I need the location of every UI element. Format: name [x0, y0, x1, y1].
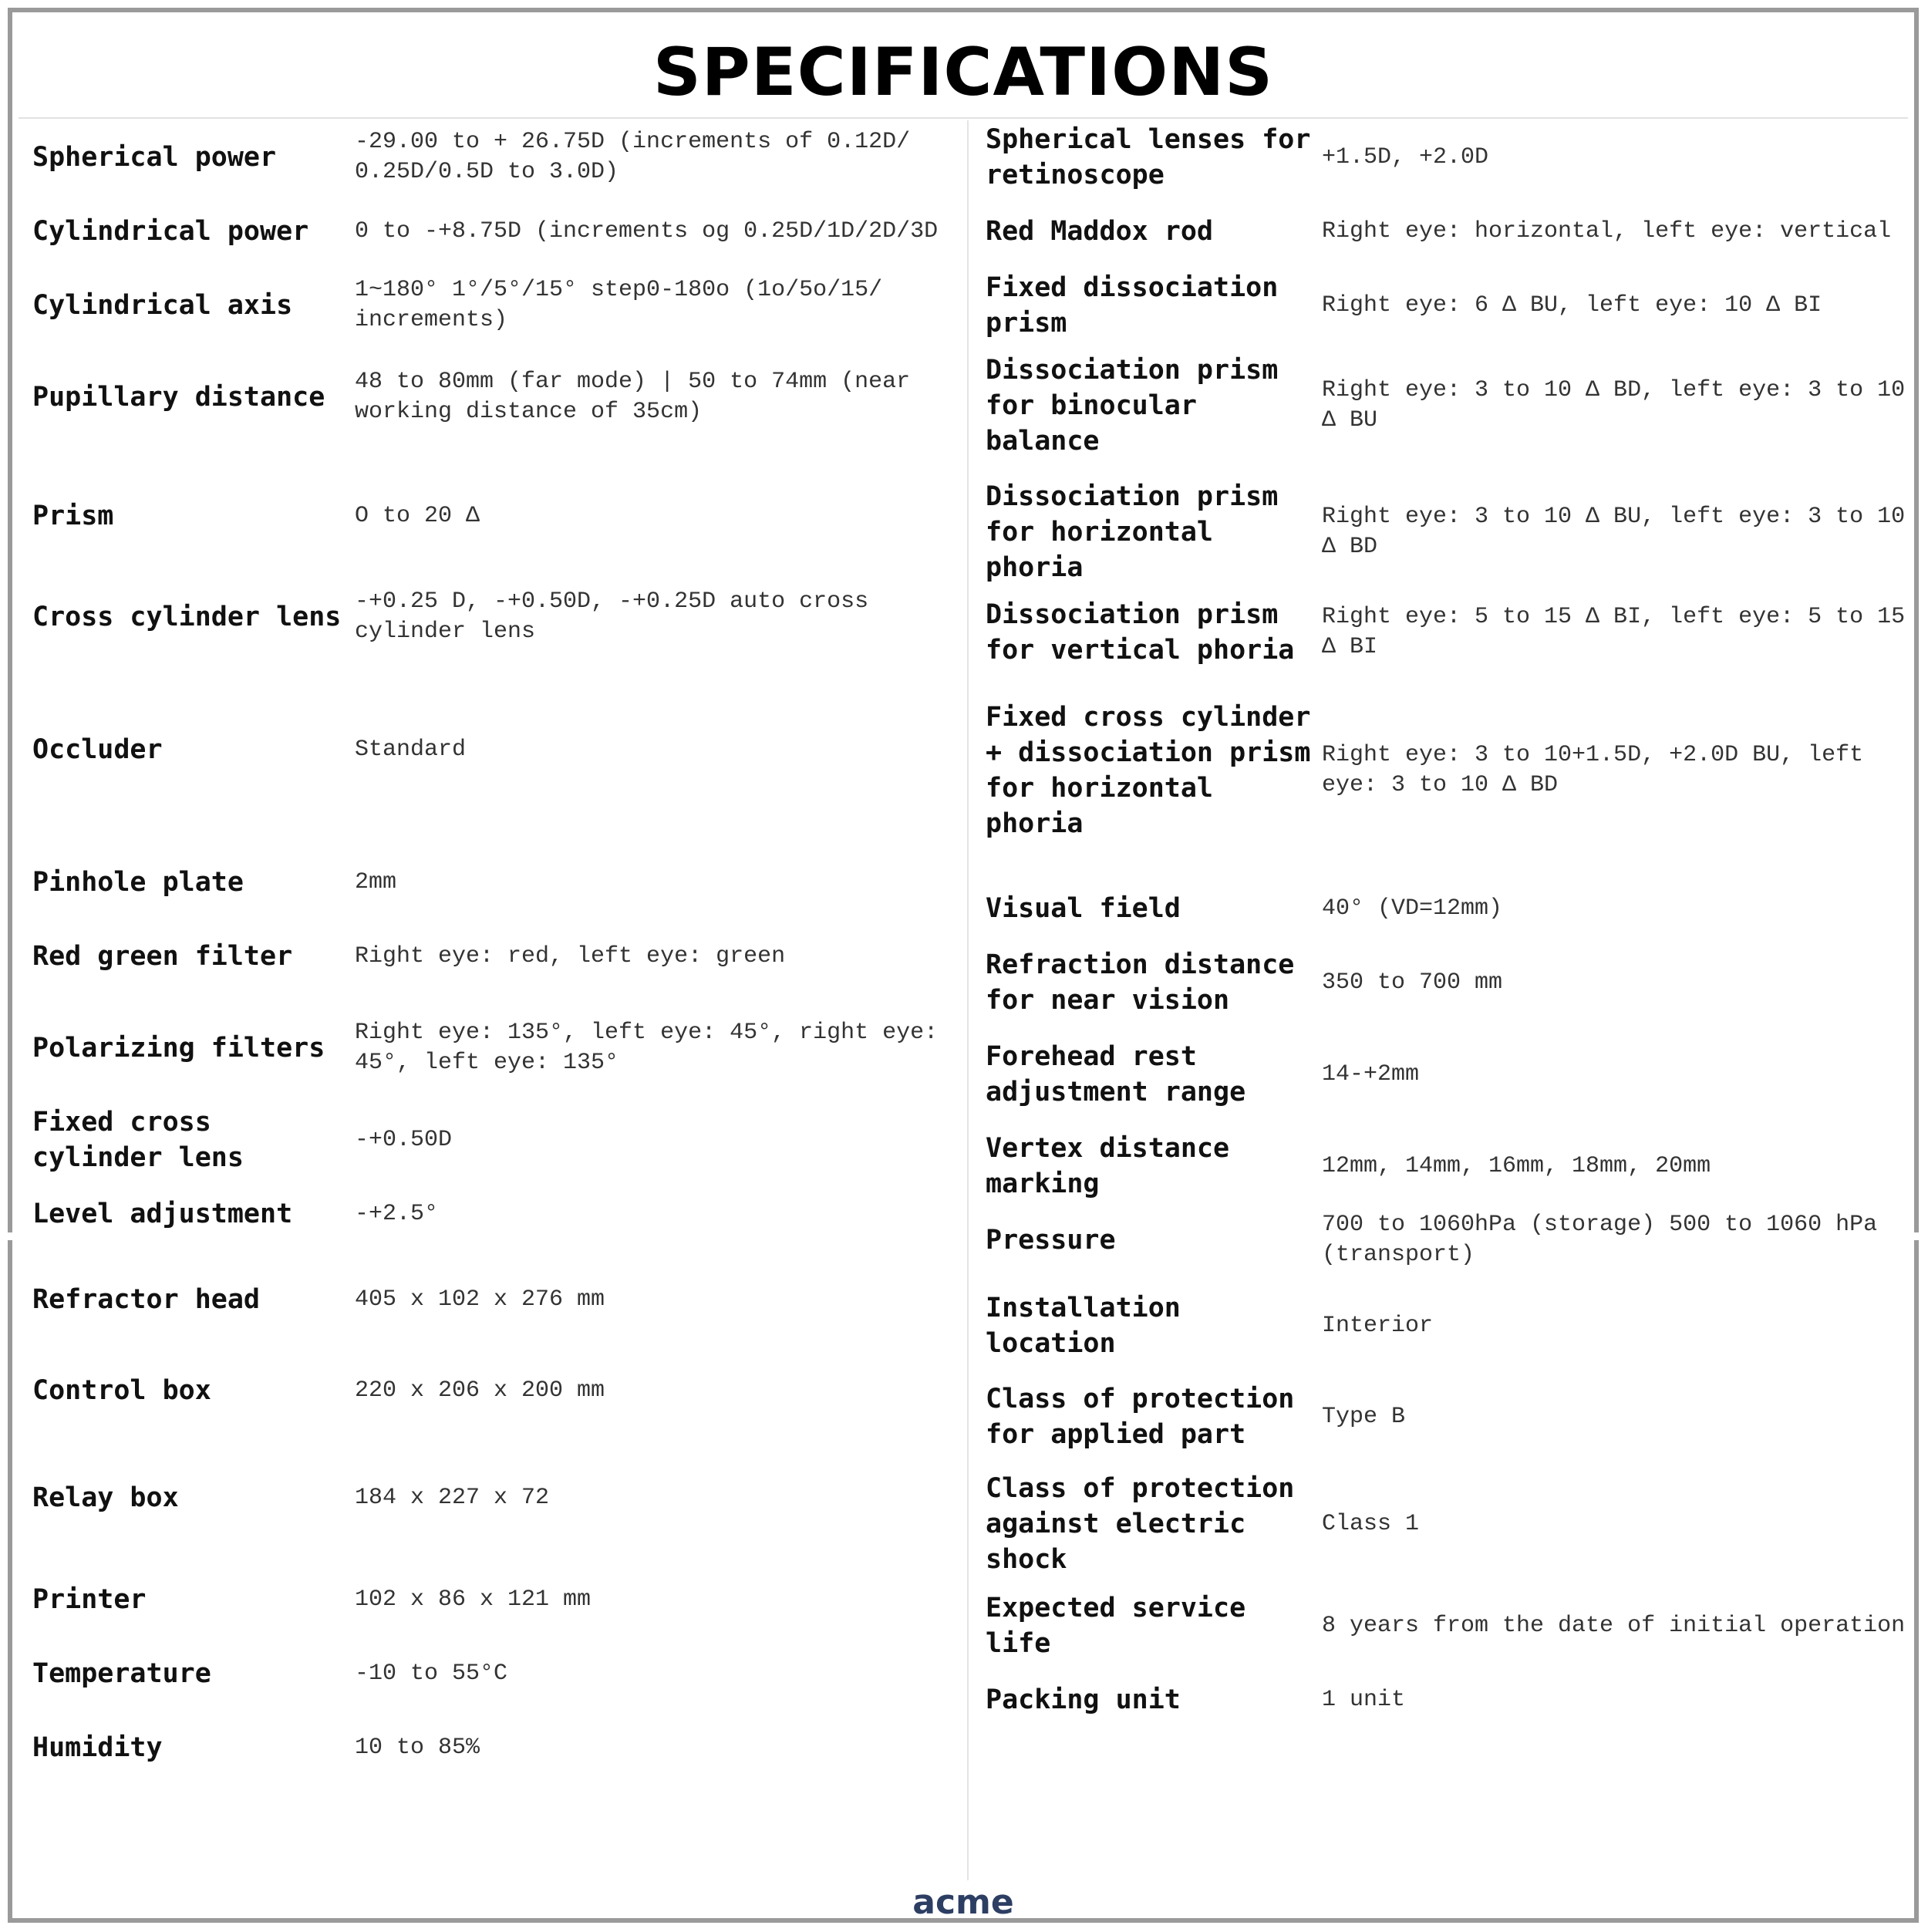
spec-label: Cylindrical power: [32, 216, 309, 247]
spec-value: Standard: [355, 736, 467, 763]
spec-row: [972, 1020, 1916, 1129]
spec-row: [972, 268, 1916, 342]
spec-row: [20, 993, 964, 1103]
spec-value: Interior: [1322, 1312, 1434, 1339]
right-spec-column: [972, 120, 1916, 1737]
spec-label: Level adjustment: [32, 1199, 293, 1229]
spec-row: [972, 1129, 1916, 1203]
spec-label: Occluder: [32, 734, 163, 765]
spec-row: [972, 1374, 1916, 1459]
spec-label: Humidity: [32, 1732, 163, 1763]
spec-label: Cross cylinder lens: [32, 602, 342, 632]
spec-label: Dissociation prism for vertical phoria: [986, 599, 1295, 666]
spec-label: Printer: [32, 1584, 147, 1615]
spec-row: [20, 452, 964, 580]
brand-logo: [12, 1883, 1914, 1922]
spec-label: Visual field: [986, 893, 1181, 924]
left-spec-column: [20, 120, 964, 1785]
spec-label: Spherical lenses for retinoscope: [986, 124, 1311, 191]
page-title: SPECIFICATIONS: [652, 34, 1274, 111]
spec-row: [20, 120, 964, 194]
spec-row: [972, 120, 1916, 194]
spec-label: Expected service life: [986, 1593, 1246, 1659]
spec-row: [972, 1459, 1916, 1589]
spec-row: [972, 946, 1916, 1020]
spec-label: Class of protection against electric shock: [986, 1473, 1295, 1575]
spec-value: Right eye: 5 to 15 Δ BI, left eye: 5 to 15 Δ BI: [1322, 604, 1906, 660]
spec-row: [20, 580, 964, 654]
spec-value: Class 1: [1322, 1510, 1420, 1537]
spec-value: 2mm: [355, 868, 397, 895]
spec-value: 220 x 206 x 200 mm: [355, 1377, 605, 1404]
logo-wordmark: acme: [912, 1883, 1014, 1922]
spec-value: Type B: [1322, 1403, 1406, 1430]
spec-row: [972, 595, 1916, 669]
spec-value: 184 x 227 x 72: [355, 1484, 550, 1511]
spec-label: Red Maddox rod: [986, 216, 1214, 247]
title-divider: [19, 117, 1908, 119]
spec-label: Temperature: [32, 1658, 211, 1689]
spec-label: Fixed dissociation prism: [986, 272, 1279, 339]
spec-label: Dissociation prism for horizontal phoria: [986, 481, 1279, 583]
spec-value: Right eye: 3 to 10 Δ BD, left eye: 3 to 10 Δ BU: [1322, 377, 1906, 433]
spec-value: 14-+2mm: [1322, 1060, 1420, 1087]
spec-value: 102 x 86 x 121 mm: [355, 1586, 592, 1613]
spec-row: [972, 1203, 1916, 1277]
spec-value: -+0.50D: [355, 1126, 453, 1153]
spec-row: [972, 872, 1916, 946]
spec-label: Cylindrical axis: [32, 290, 293, 321]
spec-row: [20, 1433, 964, 1563]
spec-label: Fixed cross cylinder lens: [32, 1107, 244, 1173]
spec-value: -29.00 to + 26.75D (increments of 0.12D/ 0.25D/0.5D to 3.0D): [355, 129, 911, 185]
spec-row: [972, 1589, 1916, 1663]
spec-label: Spherical power: [32, 142, 277, 173]
spec-row: [20, 1177, 964, 1251]
spec-value: Right eye: 3 to 10 Δ BU, left eye: 3 to 10 Δ BD: [1322, 504, 1906, 560]
spec-label: Pressure: [986, 1225, 1116, 1256]
spec-label: Red green filter: [32, 941, 293, 972]
spec-row: [972, 194, 1916, 268]
spec-value: O to 20 Δ: [355, 502, 480, 529]
spec-row: [20, 194, 964, 268]
spec-row: [20, 1251, 964, 1348]
spec-value: 10 to 85%: [355, 1734, 480, 1761]
spec-value: Right eye: red, left eye: green: [355, 942, 786, 969]
spec-row: [20, 919, 964, 993]
spec-value: 1~180° 1°/5°/15° step0-180o (1o/5o/15/ increments): [355, 277, 883, 333]
spec-row: [972, 1277, 1916, 1374]
spec-label: Polarizing filters: [32, 1033, 325, 1064]
spec-label: Forehead rest adjustment range: [986, 1041, 1246, 1108]
spec-value: 12mm, 14mm, 16mm, 18mm, 20mm: [1322, 1152, 1711, 1179]
spec-row: [20, 1563, 964, 1637]
spec-row: [20, 1711, 964, 1785]
spec-label: Packing unit: [986, 1684, 1181, 1715]
spec-value: -+2.5°: [355, 1200, 439, 1227]
spec-label: Prism: [32, 501, 114, 531]
column-divider: [967, 120, 969, 1880]
spec-label: Pinhole plate: [32, 867, 244, 898]
spec-value: -10 to 55°C: [355, 1660, 508, 1687]
spec-label: Pupillary distance: [32, 382, 325, 413]
spec-value: Right eye: 3 to 10+1.5D, +2.0D BU, left eye: 3 to 10 Δ BD: [1322, 742, 1864, 798]
spec-value: Right eye: 6 Δ BU, left eye: 10 Δ BI: [1322, 292, 1822, 319]
spec-value: 1 unit: [1322, 1686, 1406, 1713]
spec-value: Right eye: 135°, left eye: 45°, right eye: 45°, left eye: 135°: [355, 1020, 939, 1076]
spec-value: 8 years from the date of initial operation: [1322, 1612, 1906, 1639]
spec-row: [972, 1663, 1916, 1737]
spec-row: [20, 1637, 964, 1711]
spec-row: [20, 1103, 964, 1177]
spec-label: Control box: [32, 1375, 211, 1406]
spec-value: 40° (VD=12mm): [1322, 895, 1503, 922]
spec-label: Relay box: [32, 1482, 179, 1513]
spec-label: Refractor head: [32, 1284, 261, 1315]
spec-value: +1.5D, +2.0D: [1322, 143, 1489, 170]
spec-value: 0 to -+8.75D (increments og 0.25D/1D/2D/3D: [355, 217, 939, 244]
spec-value: 405 x 102 x 276 mm: [355, 1286, 605, 1313]
spec-value: 700 to 1060hPa (storage) 500 to 1060 hPa (transport): [1322, 1212, 1878, 1268]
spec-label: Refraction distance for near vision: [986, 949, 1295, 1016]
spec-row: [20, 654, 964, 845]
spec-row: [20, 845, 964, 919]
spec-row: [972, 669, 1916, 872]
spec-label: Installation location: [986, 1293, 1181, 1359]
spec-label: Fixed cross cylinder + dissociation prism for horizontal phoria: [986, 702, 1311, 839]
spec-value: Right eye: horizontal, left eye: vertical: [1322, 217, 1892, 244]
spec-row: [972, 469, 1916, 595]
frame-notch-left: [8, 1232, 19, 1240]
spec-row: [972, 342, 1916, 469]
spec-value: -+0.25 D, -+0.50D, -+0.25D auto cross cylinder lens: [355, 588, 869, 645]
spec-value: 350 to 700 mm: [1322, 969, 1503, 996]
spec-sheet-frame: [8, 8, 1919, 1923]
spec-label: Class of protection for applied part: [986, 1384, 1295, 1450]
spec-row: [20, 342, 964, 452]
spec-row: [20, 268, 964, 342]
spec-label: Dissociation prism for binocular balance: [986, 355, 1279, 457]
spec-value: 48 to 80mm (far mode) | 50 to 74mm (near working distance of 35cm): [355, 369, 911, 425]
spec-label: Vertex distance marking: [986, 1133, 1230, 1199]
spec-row: [20, 1348, 964, 1433]
